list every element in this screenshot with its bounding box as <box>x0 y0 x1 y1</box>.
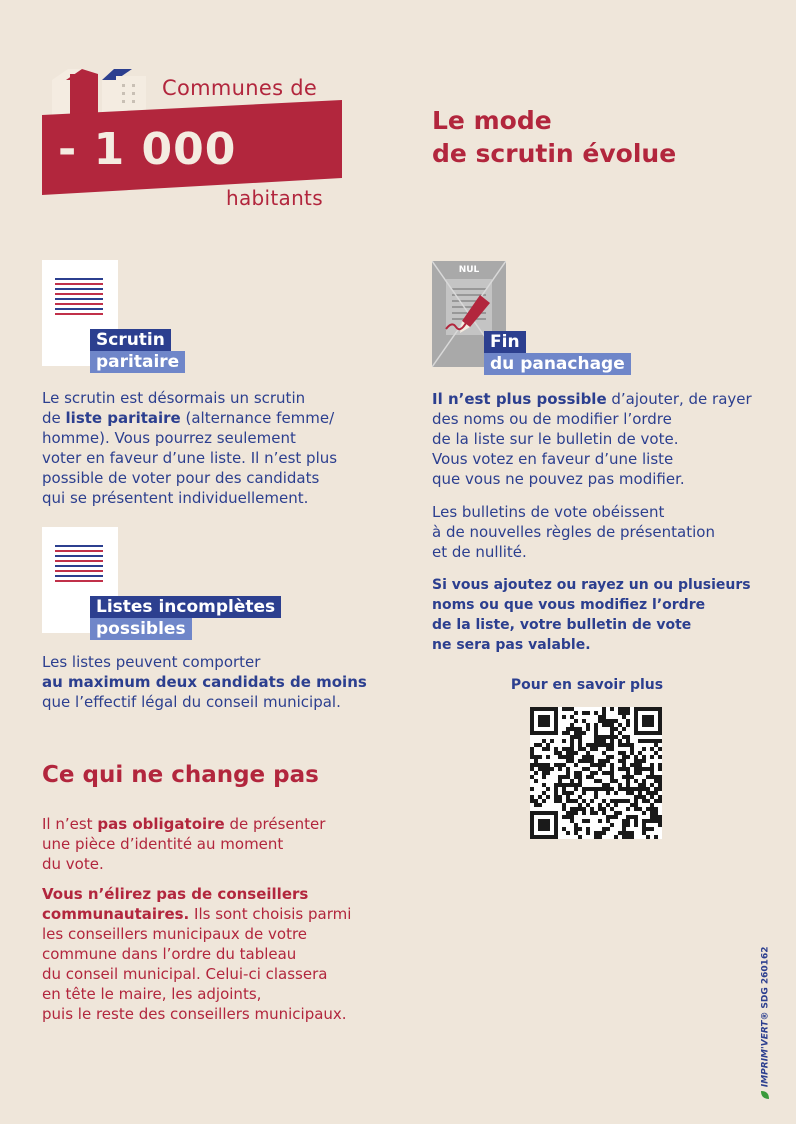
text-line: Les listes peuvent comporter <box>42 653 261 671</box>
ballot-lines-icon <box>55 545 103 585</box>
text-line: puis le reste des conseillers municipaux. <box>42 1005 347 1023</box>
text-line: ne sera pas valable. <box>432 637 591 653</box>
text-line: les conseillers municipaux de votre <box>42 925 308 943</box>
text-line: possible de voter pour des candidats <box>42 469 320 487</box>
text-line: Si vous ajoutez ou rayez un ou plusieurs <box>432 577 751 593</box>
text-line: en tête le maire, les adjoints, <box>42 985 262 1003</box>
habitants-label: habitants <box>226 186 323 210</box>
imprim-vert-logo <box>752 946 782 1100</box>
tag-scrutin-paritaire <box>90 329 185 373</box>
listes-paragraph <box>42 652 382 712</box>
text-line: du conseil municipal. Celui-ci classera <box>42 965 328 983</box>
page-title <box>432 104 676 170</box>
text-line: et de nullité. <box>432 543 527 561</box>
bold-run: au maximum deux candidats de moins <box>42 673 367 691</box>
text-line: que vous ne pouvez pas modifier. <box>432 470 685 488</box>
text-line: que l’effectif légal du conseil municipal. <box>42 693 341 711</box>
text-line: de la liste sur le bulletin de vote. <box>432 430 679 448</box>
text-line: qui se présentent individuellement. <box>42 489 309 507</box>
bold-run: communautaires. <box>42 905 190 923</box>
tag-listes-incompletes <box>90 596 281 640</box>
leaf-icon <box>760 1090 770 1100</box>
qr-code[interactable] <box>530 707 662 839</box>
text-run: Il n’est <box>42 815 98 833</box>
panachage-paragraph-1 <box>432 389 772 489</box>
text-line: du vote. <box>42 855 104 873</box>
tag-line-1: Fin <box>484 331 526 353</box>
text-line: de la liste, votre bulletin de vote <box>432 617 692 633</box>
text-line: commune dans l’ordre du tableau <box>42 945 297 963</box>
imprim-vert-label: IMPRIM'VERT® <box>760 1011 771 1088</box>
nul-label: NUL <box>458 265 480 275</box>
population-threshold: - 1 000 <box>58 124 237 175</box>
bold-run: Il n’est plus possible <box>432 390 607 408</box>
text-line: homme). Vous pourrez seulement <box>42 429 296 447</box>
ballot-lines-icon <box>55 278 103 318</box>
text-run: de présenter <box>224 815 326 833</box>
text-run: de <box>42 409 66 427</box>
bold-run: liste paritaire <box>65 409 181 427</box>
title-line-1: Le mode <box>432 106 552 135</box>
text-run: d’ajouter, de rayer <box>606 390 752 408</box>
text-line: noms ou que vous modifiez l’ordre <box>432 597 706 613</box>
text-run: (alternance femme/ <box>180 409 335 427</box>
communes-label: Communes de <box>162 76 318 100</box>
section-title-inchange: Ce qui ne change pas <box>42 762 319 788</box>
learn-more-label: Pour en savoir plus <box>510 677 664 693</box>
text-line: une pièce d’identité au moment <box>42 835 284 853</box>
bold-run: pas obligatoire <box>97 815 225 833</box>
panachage-warning <box>432 575 777 655</box>
text-line <box>42 672 382 692</box>
text-line: Vous votez en faveur d’une liste <box>432 450 674 468</box>
tag-line-2: possibles <box>90 618 192 640</box>
text-line <box>42 814 382 834</box>
tag-line-2: paritaire <box>90 351 185 373</box>
scrutin-paragraph <box>42 388 382 508</box>
inchange-paragraph-2 <box>42 884 387 1024</box>
text-run: Ils sont choisis parmi <box>189 905 352 923</box>
text-line <box>432 389 772 409</box>
title-line-2: de scrutin évolue <box>432 139 677 168</box>
tag-line-1: Scrutin <box>90 329 171 351</box>
text-line <box>42 408 382 428</box>
text-line: Le scrutin est désormais un scrutin <box>42 389 306 407</box>
text-line: Les bulletins de vote obéissent <box>432 503 665 521</box>
text-line: des noms ou de modifier l’ordre <box>432 410 672 428</box>
text-line: voter en faveur d’une liste. Il n’est plus <box>42 449 338 467</box>
panachage-paragraph-2 <box>432 502 772 562</box>
text-line: à de nouvelles règles de présentation <box>432 523 715 541</box>
inchange-paragraph-1 <box>42 814 382 874</box>
bold-run: Vous n’élirez pas de conseillers <box>42 885 309 903</box>
tag-fin-panachage <box>484 331 631 375</box>
text-line <box>42 884 387 904</box>
tag-line-1: Listes incomplètes <box>90 596 281 618</box>
text-line <box>42 904 387 924</box>
imprim-vert-text <box>760 946 774 1100</box>
tag-line-2: du panachage <box>484 353 631 375</box>
print-code: SDG 260162 <box>760 946 771 1009</box>
